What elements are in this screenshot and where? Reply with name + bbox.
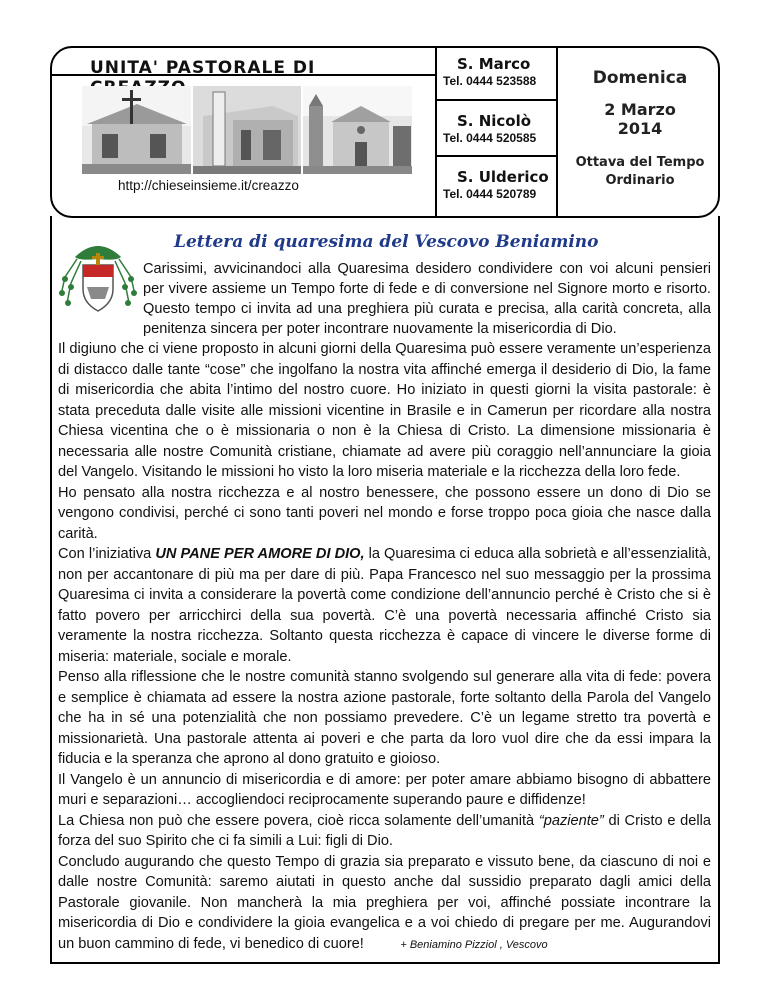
parish-phone: Tel. 0444 523588	[443, 74, 537, 88]
paragraph: Il digiuno che ci viene proposto in alcuni giorni della Quaresima può essere veramente un’esperienza di distacco dalle tante “cose” che ingolfano la nostra vita affinché emerga il desiderio di Dio, la fame di misericordia che abita l’intimo del nostro cuore. Ho iniziato in questi giorni la visita pastorale: è stata preceduta dalle visite alle missioni vicentine in Brasile e in Camerun per ricordare alla nostra Chiesa vicentina che o è missionaria o non è la Chiesa di Cristo. La dimensione missionaria è necessaria alle nostre Comunità cristiane, chiamate ad avere più coraggio nell’annunciare la gioia del Vangelo. Visitando le missioni ho visto la loro miseria materiale e la ricchezza della loro fede.	[58, 341, 711, 480]
header-divider	[436, 99, 557, 101]
header-divider	[435, 47, 437, 217]
header-divider	[556, 47, 558, 217]
date-line: 2 Marzo	[604, 100, 676, 119]
paragraph: Ho pensato alla nostra ricchezza e al nostro benessere, che possono essere un dono di Dio se vengono condivisi, perché ci sono tanti poveri nel mondo e forse troppo poca gioia che nasce dalla carità.	[58, 484, 711, 542]
article-heading: Lettera di quaresima del Vescovo Beniamino	[174, 232, 599, 252]
church-photo-sant-ulderico	[303, 86, 412, 174]
parish-san-nicolo	[443, 112, 553, 145]
parish-name: S. Marco	[457, 55, 531, 73]
text-span: di Cristo e della forza del suo Spirito che ci fa simili a Lui: figli di Dio.	[58, 812, 712, 849]
parish-phone: Tel. 0444 520585	[443, 131, 537, 145]
bishop-crest-icon	[57, 237, 139, 321]
liturgy-line: Ordinario	[605, 173, 675, 188]
parish-sant-ulderico	[443, 168, 553, 201]
church-photos	[82, 86, 412, 174]
text-span: la Quaresima ci educa alla sobrietà e all’essenzialità, non per accantonare di più ma per dare di più. Papa Francesco nel suo messaggio per la prossima Quaresima ci invita a considerare la povertà come condizione dell’annuncio perché è Cristo che si è fatto povero per arricchirci della sua povertà. C’è una povertà necessaria affinché Cristo sia veramente la nostra ricchezza. Soltanto questa ricchezza è capace di vincere le diverse forme di miseria: materiale, sociale e morale.	[58, 546, 711, 665]
liturgy-line: Ottava del Tempo	[575, 155, 705, 170]
parish-phone: Tel. 0444 520789	[443, 187, 537, 201]
paragraph	[58, 811, 711, 852]
website-url[interactable]: http://chieseinsieme.it/creazzo	[118, 178, 299, 193]
paragraph	[58, 852, 711, 956]
initiative-name: UN PANE PER AMORE DI DIO,	[155, 546, 365, 562]
text-span: La Chiesa non può che essere povera, cioè ricca solamente dell’umanità	[58, 812, 539, 829]
day-label: Domenica	[592, 68, 688, 88]
text-span: Con l’iniziativa	[58, 546, 156, 562]
date-label	[560, 100, 720, 138]
year-line: 2014	[617, 119, 663, 138]
parish-name: S. Ulderico	[457, 168, 549, 186]
church-photo-san-nicolo	[193, 86, 302, 174]
text-span: Concludo augurando che questo Tempo di grazia sia preparato e vissuto bene, da ciascuno di noi e dalle nostre Comunità: saremo aiutati in questo anche dal sussidio preparato dagli amici della Pastorale giovanile. Non mancherà la mia preghiera per voi, affinché possiate incontrare la misericordia di Dio e condividere la gioia evangelica e a voi chiedo di pregare per me. Augurandovi un buon cammino di fede, vi benedico di cuore!	[58, 853, 711, 952]
paragraph: Il Vangelo è un annuncio di misericordia e di amore: per poter amare abbiamo bisogno di abbattere muri e separazioni… accogliendoci reciprocamente superando paure e diffidenze!	[58, 771, 711, 808]
paragraph: Penso alla riflessione che le nostre comunità stanno svolgendo sul generare alla vita di fede: povera e semplice è chiamata ad essere la nostra azione pastorale, forte soltanto della Parola del Vangelo che ha in sé una potenzialità che non possiamo prevedere. C’è un legame stretto tra povertà e missionarietà. Una pastorale attenta ai poveri e che parta da loro vuol dire che da essi impara la fiducia e la speranza che aprono al dono gratuito e gioioso.	[58, 669, 711, 767]
liturgy-label	[560, 154, 720, 190]
emphasis: “paziente”	[538, 812, 604, 829]
signature: + Beniamino Pizziol , Vescovo	[400, 938, 548, 951]
church-photo-san-marco	[82, 86, 191, 174]
page-title: UNITA' PASTORALE DI	[90, 58, 316, 78]
article-intro: Carissimi, avvicinandoci alla Quaresima desidero condividere con voi alcuni pensieri per vivere assieme un Tempo forte di fede e di conversione nel Signore morto e risorto. Questo tempo ci invita ad una preghiera più curata e precisa, alla carità concreta, alla penitenza sincera per poter incontrare nuovamente la misericordia di Dio.	[143, 261, 711, 337]
header-divider	[436, 155, 557, 157]
article-body	[58, 339, 711, 955]
parish-san-marco	[443, 55, 553, 88]
paragraph	[58, 544, 711, 667]
parish-name: S. Nicolò	[457, 112, 532, 130]
